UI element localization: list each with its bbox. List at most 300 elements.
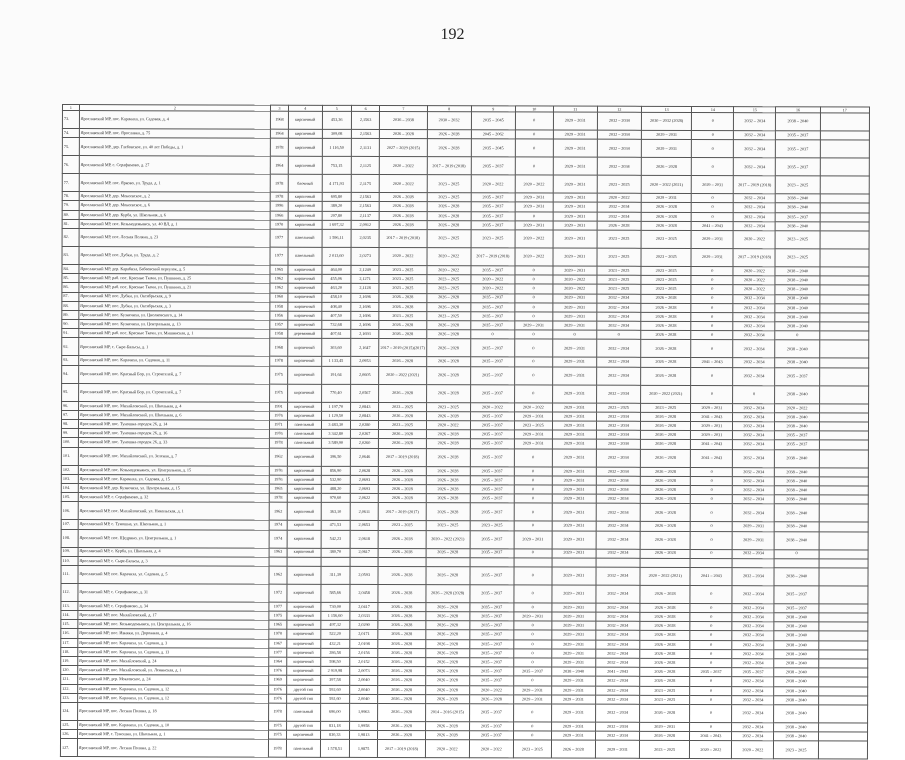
- period-cell: 0: [515, 266, 553, 275]
- index-cell: 2,1563: [351, 202, 379, 211]
- wall-material-cell: кирпичный: [287, 530, 321, 548]
- period-cell: 2023 – 2025: [597, 175, 641, 193]
- period-cell: 2026 – 2028: [425, 612, 469, 621]
- period-cell: 0: [513, 704, 551, 722]
- index-cell: 2,0628: [350, 466, 378, 475]
- period-cell: 2023 – 2025: [427, 193, 471, 202]
- period-cell: 2023 – 2025: [514, 421, 552, 430]
- address-cell: Ярославский МР, дер. Карабиха, Бабаевский переулок, д. 5: [79, 264, 270, 274]
- period-cell: 2023 – 2025: [597, 266, 641, 275]
- period-cell: 2032 – 2034: [595, 677, 639, 686]
- period-cell: 2023 – 2025: [427, 284, 471, 293]
- period-cell: 0: [691, 504, 733, 522]
- period-cell: 0: [775, 331, 819, 340]
- period-cell: 2038 – 2040: [775, 522, 819, 531]
- period-cell: 2029 – 2031: [691, 403, 733, 412]
- address-cell: Ярославский МР, пос. Карачиха, ул. Садовая, д. 4: [79, 111, 270, 130]
- index-cell: 2,1271: [351, 275, 379, 284]
- period-cell: 2032 – 2034: [596, 358, 640, 367]
- address-cell: Ярославский МР, пос. Козьмодемьянск, ул. Центральная, д. 15: [78, 465, 269, 475]
- period-cell: 2026 – 2028: [641, 321, 691, 330]
- row-number: 118.: [61, 647, 78, 656]
- period-cell: 2035 – 2037: [470, 485, 514, 494]
- period-cell: 2035 – 2037: [470, 339, 514, 357]
- wall-material-cell: блочный: [288, 174, 322, 192]
- period-cell: 2026 – 2028: [379, 293, 426, 302]
- period-cell: 0: [691, 322, 733, 331]
- period-cell: 2023 – 2025: [471, 230, 515, 248]
- period-cell: 2026 – 2028: [425, 630, 469, 639]
- period-cell: 0: [774, 549, 818, 558]
- row-number: 115.: [61, 620, 78, 629]
- period-cell: 0: [515, 293, 553, 302]
- year-cell: 1976: [269, 429, 287, 438]
- index-cell: 2,1125: [351, 157, 379, 175]
- address-cell: Ярославский МР, дер. Мокеевское, д. 6: [79, 201, 270, 211]
- period-cell: 0: [691, 276, 733, 285]
- empty-cell: [820, 231, 870, 249]
- wall-material-cell: кирпичный: [288, 111, 322, 129]
- period-cell: 2026 – 2028: [426, 466, 470, 475]
- period-cell: 2038 – 2040: [774, 622, 818, 631]
- wall-material-cell: кирпичный: [287, 666, 321, 675]
- period-cell: 2032 – 2034: [734, 158, 776, 176]
- empty-cell: [820, 113, 870, 131]
- period-cell: 2029 – 2031: [641, 194, 691, 203]
- index-cell: 1,9963: [350, 703, 378, 721]
- wall-material-cell: панельный: [286, 703, 320, 721]
- row-number: 122.: [61, 684, 78, 693]
- period-cell: 2026 – 2028: [426, 411, 470, 420]
- period-cell: 2029 – 2031: [515, 193, 553, 202]
- period-cell: 0: [515, 312, 553, 321]
- year-cell: 1974: [269, 520, 287, 529]
- period-cell: 2029 – 2031: [639, 722, 689, 731]
- period-cell: 2020 – 2022: [733, 276, 775, 285]
- period-cell: 2026 – 2028: [639, 731, 689, 740]
- address-cell: Ярославский МР, пос. Туношна-городок 26, д. 33: [78, 438, 269, 448]
- period-cell: 2026 – 2028: [640, 631, 690, 640]
- period-cell: 2032 – 2034: [596, 621, 640, 630]
- period-cell: 2032 – 2034: [733, 294, 775, 303]
- period-cell: 2032 – 2034: [732, 585, 774, 603]
- period-cell: 2030 – 2032: [427, 112, 471, 130]
- period-cell: 2026 – 2028: [378, 731, 425, 740]
- period-cell: 2026 – 2028: [426, 439, 470, 448]
- period-cell: 2026 – 2028: [379, 330, 426, 339]
- column-header-15: 15: [734, 107, 776, 113]
- wall-material-cell: кирпичный: [287, 639, 321, 648]
- period-cell: [514, 558, 552, 567]
- empty-cell: [818, 723, 867, 732]
- year-cell: 1976: [270, 411, 288, 420]
- wall-material-cell: кирпичный: [287, 484, 321, 493]
- wall-material-cell: кирпичный: [286, 730, 320, 739]
- address-cell: Ярославский МР, пос. Ярково, ул. Труда, д. 1: [79, 174, 270, 193]
- period-cell: 2038 – 2040: [775, 285, 819, 294]
- period-cell: 2035 – 2037: [470, 603, 514, 612]
- year-cell: 1965: [269, 484, 287, 493]
- year-cell: 1962: [269, 502, 287, 520]
- period-cell: 2035 – 2037: [470, 421, 514, 430]
- index-cell: 2,0611: [350, 503, 378, 521]
- wall-material-cell: кирпичный: [288, 156, 322, 174]
- period-cell: 2032 – 2034: [596, 658, 640, 667]
- period-cell: 2026 – 2028: [378, 657, 425, 666]
- period-cell: 0: [513, 731, 551, 740]
- period-cell: 2032 – 2034: [596, 485, 640, 494]
- period-cell: 2032 – 2034: [596, 412, 640, 421]
- empty-cell: [818, 604, 867, 613]
- address-cell: Ярославский МР, дер. Курба, ул. Школьная, д. 6: [79, 210, 270, 220]
- period-cell: 2026 – 2028: [426, 293, 470, 302]
- wall-material-cell: кирпичный: [287, 448, 321, 466]
- year-cell: 1962: [269, 448, 287, 466]
- empty-cell: [819, 294, 868, 303]
- column-header-17: 17: [820, 107, 869, 113]
- row-number: 110.: [61, 556, 78, 565]
- period-cell: 2032 – 2034: [597, 139, 641, 157]
- period-cell: 0: [690, 695, 732, 704]
- wall-material-cell: кирпичный: [288, 311, 322, 320]
- period-cell: 2035 – 2037: [469, 676, 513, 685]
- period-cell: 2029 – 2031: [552, 485, 596, 494]
- index-cell: 2,1696: [351, 302, 379, 311]
- period-cell: 2026 – 2028: [640, 485, 690, 494]
- area-cell: 363,10: [321, 503, 350, 521]
- area-cell: 856,90: [321, 466, 350, 475]
- period-cell: 0: [515, 139, 553, 157]
- period-cell: 2026 – 2028: [426, 384, 470, 402]
- period-cell: 2041 – 2043: [596, 667, 640, 676]
- period-cell: [732, 558, 774, 567]
- index-cell: 2,1696: [351, 320, 379, 329]
- index-cell: 2,0912: [351, 220, 379, 229]
- index-cell: 2,0280: [350, 420, 378, 429]
- area-cell: 970,60: [321, 493, 350, 502]
- row-number: 91.: [62, 329, 79, 338]
- period-cell: 2032 – 2034: [732, 567, 774, 585]
- period-cell: 2035 – 2037: [469, 649, 513, 658]
- period-cell: 2029 – 2031: [691, 230, 733, 248]
- period-cell: 2026 – 2028: [379, 466, 426, 475]
- wall-material-cell: другой тип: [287, 694, 321, 703]
- wall-material-cell: кирпичный: [287, 676, 321, 685]
- row-number: 85.: [62, 274, 79, 283]
- period-cell: 2020 – 2022: [515, 175, 553, 193]
- period-cell: 2023 – 2025: [597, 248, 641, 266]
- period-cell: 0: [692, 140, 734, 158]
- period-cell: 0: [514, 485, 552, 494]
- period-cell: 2026 – 2028: [379, 211, 426, 220]
- index-cell: 2,0260: [350, 439, 378, 448]
- period-cell: 2032 – 2034: [732, 677, 774, 686]
- address-cell: Ярославский МР, пос. Михайловский, ул. Школьная, д. 4: [78, 401, 269, 411]
- period-cell: 2035 – 2037: [471, 211, 515, 220]
- period-cell: 2029 – 2031: [553, 112, 597, 130]
- period-cell: 2026 – 2028: [379, 357, 426, 366]
- period-cell: 2029 – 2031: [551, 640, 595, 649]
- empty-cell: [819, 322, 868, 331]
- period-cell: 2035 – 2037: [469, 722, 513, 731]
- period-cell: 2026 – 2028: [378, 612, 425, 621]
- period-cell: 2038 – 2040: [774, 686, 818, 695]
- address-cell: Ярославский МР, пос. Михайловский, д. 24: [78, 657, 269, 667]
- period-cell: 2026 – 2028: [425, 694, 469, 703]
- address-cell: Ярославский МР, с. Серафимово, д. 32: [78, 493, 269, 503]
- period-cell: 2029 – 2031: [595, 740, 639, 758]
- period-cell: 2026 – 2028: [425, 648, 469, 657]
- column-header-4: 4: [288, 105, 322, 111]
- area-cell: 1 133,45: [321, 357, 350, 366]
- empty-cell: [819, 331, 868, 340]
- period-cell: 2026 – 2028: [551, 740, 595, 758]
- period-cell: 2035 – 2037: [470, 639, 514, 648]
- period-cell: 2023 – 2025: [427, 230, 471, 248]
- year-cell: 1978: [270, 138, 288, 156]
- period-cell: 2026 – 2028: [426, 430, 470, 439]
- year-cell: 1978: [268, 739, 286, 757]
- period-cell: 2026 – 2028: [597, 221, 641, 230]
- year-cell: 1962: [270, 274, 288, 283]
- row-number: 124.: [61, 702, 78, 720]
- period-cell: 2041 – 2043: [690, 732, 732, 741]
- period-cell: 2035 – 2037: [775, 367, 819, 385]
- period-cell: 2026 – 2028: [641, 203, 691, 212]
- period-cell: 2035 – 2037: [471, 312, 515, 321]
- year-cell: 1956: [270, 311, 288, 320]
- period-cell: 2032 – 2034: [733, 221, 775, 230]
- period-cell: 2026 – 2028: [378, 639, 425, 648]
- index-cell: 2,0267: [350, 430, 378, 439]
- row-number: 87.: [62, 292, 79, 301]
- period-cell: 2035 – 2037: [470, 448, 514, 466]
- empty-cell: [820, 222, 869, 231]
- period-cell: 2026 – 2028: [426, 302, 470, 311]
- period-cell: 0: [514, 640, 552, 649]
- period-cell: 2029 – 2031: [553, 294, 597, 303]
- period-cell: 0: [514, 448, 552, 466]
- row-number: 83.: [62, 246, 79, 264]
- index-cell: 2,1563: [351, 193, 379, 202]
- period-cell: 2023 – 2025: [378, 521, 425, 530]
- empty-cell: [820, 203, 869, 212]
- period-cell: 2029 – 2031: [552, 467, 596, 476]
- row-number: 82.: [62, 228, 79, 246]
- period-cell: 2023 – 2025: [640, 686, 690, 695]
- period-cell: 2023 – 2025: [379, 284, 426, 293]
- period-cell: 2032 – 2034: [596, 521, 640, 530]
- period-cell: 2032 – 2034: [733, 340, 775, 358]
- empty-cell: [819, 386, 869, 404]
- index-cell: 2,0235: [351, 229, 379, 247]
- period-cell: 2023 – 2025: [596, 403, 640, 412]
- address-cell: Ярославский МР, пос. Дубки, ул. Октябрьская, д. 9: [79, 292, 270, 302]
- period-cell: 2029 – 2031: [552, 476, 596, 485]
- period-cell: 2035 – 2037: [774, 604, 818, 613]
- address-cell: Ярославский МР, с. Курба, ул. Школьная, д. 4: [78, 547, 269, 557]
- period-cell: 2026 – 2028: [640, 531, 690, 549]
- address-cell: Ярославский МР, дер. Мокеевское, д. 24: [77, 675, 268, 685]
- period-cell: 2023 – 2025: [470, 521, 514, 530]
- period-cell: 2038 – 2040: [775, 322, 819, 331]
- period-cell: 2026 – 2028: [380, 129, 427, 138]
- year-cell: 1991: [270, 402, 288, 411]
- index-cell: 2,1696: [351, 311, 379, 320]
- index-cell: 2,0567: [351, 384, 379, 402]
- period-cell: 2026 – 2028: [378, 694, 425, 703]
- area-cell: 455,06: [321, 274, 350, 283]
- period-cell: 0: [515, 284, 553, 293]
- period-cell: 2029 – 2031: [553, 230, 597, 248]
- period-cell: 2020 – 2022: [379, 247, 426, 265]
- year-cell: 1978: [269, 439, 287, 448]
- period-cell: 2023 – 2025: [513, 740, 551, 758]
- index-cell: 2,1175: [351, 175, 379, 193]
- period-cell: 2038 – 2040: [775, 294, 819, 303]
- column-header-12: 12: [597, 106, 641, 112]
- period-cell: 2026 – 2028: [379, 439, 426, 448]
- wall-material-cell: кирпичный: [288, 202, 322, 211]
- period-cell: 2029 – 2031: [551, 686, 595, 695]
- row-number: 74.: [62, 129, 79, 138]
- period-cell: 2026 – 2028: [641, 294, 691, 303]
- address-cell: Ярославский МР, пос. Ярославка, д. 75: [79, 129, 270, 139]
- period-cell: 0: [514, 466, 552, 475]
- period-cell: 2038 – 2040: [774, 668, 818, 677]
- period-cell: 2026 – 2028: [640, 504, 690, 522]
- period-cell: 0: [690, 658, 732, 667]
- period-cell: 2032 – 2034: [733, 403, 775, 412]
- index-cell: 2,1249: [351, 265, 379, 274]
- row-number: 76.: [62, 156, 79, 174]
- period-cell: 2023 – 2025: [379, 265, 426, 274]
- row-number: 98.: [61, 420, 78, 429]
- index-cell: 2,0290: [350, 621, 378, 630]
- address-cell: Ярославский МР, пос. Михайловский, ул. Школьная, д. 6: [78, 410, 269, 420]
- period-cell: 2035 – 2037: [470, 630, 514, 639]
- period-cell: 2032 – 2034: [732, 705, 774, 723]
- year-cell: 1971: [270, 420, 288, 429]
- area-cell: 286,58: [320, 648, 349, 657]
- year-cell: 1977: [269, 602, 287, 611]
- index-cell: 2,1128: [351, 284, 379, 293]
- period-cell: 2032 – 2034: [597, 294, 641, 303]
- period-cell: 2026 – 2028: [641, 367, 691, 385]
- row-number: 77.: [62, 174, 79, 192]
- period-cell: 2020 – 2022: [775, 403, 819, 412]
- wall-material-cell: панельный: [287, 429, 321, 438]
- area-cell: 389,20: [322, 202, 351, 211]
- period-cell: 0: [690, 622, 732, 631]
- period-cell: 2035 – 2037: [470, 585, 514, 603]
- index-cell: 2,0198: [350, 639, 378, 648]
- period-cell: 2035 – 2037: [774, 586, 818, 604]
- period-cell: 2032 – 2034: [732, 659, 774, 668]
- period-cell: 2029 – 2031: [732, 531, 774, 549]
- period-cell: 2029 – 2031: [552, 549, 596, 558]
- period-cell: 2035 – 2037: [470, 439, 514, 448]
- period-cell: 2035 – 2037: [469, 658, 513, 667]
- period-cell: 0: [691, 467, 733, 476]
- wall-material-cell: другой тип: [286, 721, 320, 730]
- period-cell: 2038 – 2040: [775, 449, 819, 467]
- area-cell: [321, 557, 350, 566]
- year-cell: 1978: [269, 493, 287, 502]
- address-cell: Ярославский МР, раб. пос. Красные Ткачи, ул. Мишинская, д. 1: [79, 329, 270, 339]
- period-cell: 2035 – 2037: [732, 668, 774, 677]
- period-cell: 2032 – 2034: [595, 731, 639, 740]
- period-cell: 2026 – 2028: [378, 721, 425, 730]
- period-cell: 2038 – 2040: [776, 203, 820, 212]
- address-cell: Ярославский МР, пос. Ивняки, ул. Дорожная, д. 4: [78, 629, 269, 639]
- period-cell: 2026 – 2028: [426, 357, 470, 366]
- period-cell: 2020 – 2022 (2021): [640, 385, 690, 403]
- empty-cell: [819, 285, 868, 294]
- period-cell: 2023 – 2025: [641, 266, 691, 275]
- period-cell: 2029 – 2031: [553, 193, 597, 202]
- index-cell: 1,9958: [349, 721, 377, 730]
- area-cell: 407,50: [321, 311, 350, 320]
- period-cell: 0: [552, 330, 596, 339]
- row-number: 101.: [61, 447, 78, 465]
- row-number: 81.: [62, 219, 79, 228]
- address-cell: Ярославский МР, с. Туношна, ул. Школьная, д. 1: [78, 520, 269, 530]
- period-cell: 2041 – 2043: [691, 449, 733, 467]
- period-cell: 2029 – 2031: [551, 731, 595, 740]
- period-cell: 2035 – 2037: [470, 366, 514, 384]
- period-cell: 2029 – 2031: [552, 567, 596, 585]
- area-cell: 380,70: [321, 548, 350, 557]
- register-sheet: [61, 104, 870, 753]
- empty-cell: [819, 304, 868, 313]
- index-cell: 2,0040: [350, 694, 378, 703]
- area-cell: 532,90: [321, 475, 350, 484]
- area-cell: 770,40: [321, 384, 350, 402]
- period-cell: 0: [690, 640, 732, 649]
- period-cell: 2020 – 2022 (2021): [379, 366, 426, 384]
- period-cell: 0: [514, 621, 552, 630]
- period-cell: 2032 – 2034: [596, 440, 640, 449]
- row-number: 75.: [62, 138, 79, 156]
- index-cell: 2,0693: [350, 484, 378, 493]
- period-cell: 2026 – 2028: [641, 340, 691, 358]
- row-number: 105.: [61, 493, 78, 502]
- period-cell: 2032 – 2034: [597, 157, 641, 175]
- area-cell: 458,10: [321, 293, 350, 302]
- period-cell: 2035 – 2037: [470, 621, 514, 630]
- period-cell: 2041 – 2043: [691, 412, 733, 421]
- period-cell: 2026 – 2028: [641, 158, 691, 176]
- period-cell: 2029 – 2031: [514, 412, 552, 421]
- period-cell: 2038 – 2040: [775, 531, 819, 549]
- period-cell: 0: [515, 303, 553, 312]
- column-header-1: 1: [62, 105, 79, 111]
- address-cell: Ярославский МР, пос. Туношна-городок 26, д. 16: [78, 429, 269, 439]
- year-cell: 1975: [269, 730, 287, 739]
- period-cell: 2038 – 2040: [774, 650, 818, 659]
- period-cell: 2026 – 2028: [641, 331, 691, 340]
- period-cell: 2020 – 2022: [733, 267, 775, 276]
- period-cell: 2026 – 2028: [379, 411, 426, 420]
- period-cell: 2023 – 2025: [776, 176, 820, 194]
- row-number: 79.: [62, 201, 79, 210]
- area-cell: 830,33: [320, 730, 349, 739]
- period-cell: 2032 – 2034: [595, 695, 639, 704]
- period-cell: 2020 – 2022: [380, 157, 427, 175]
- period-cell: 2026 – 2028: [639, 704, 689, 722]
- period-cell: 2032 – 2034: [596, 449, 640, 467]
